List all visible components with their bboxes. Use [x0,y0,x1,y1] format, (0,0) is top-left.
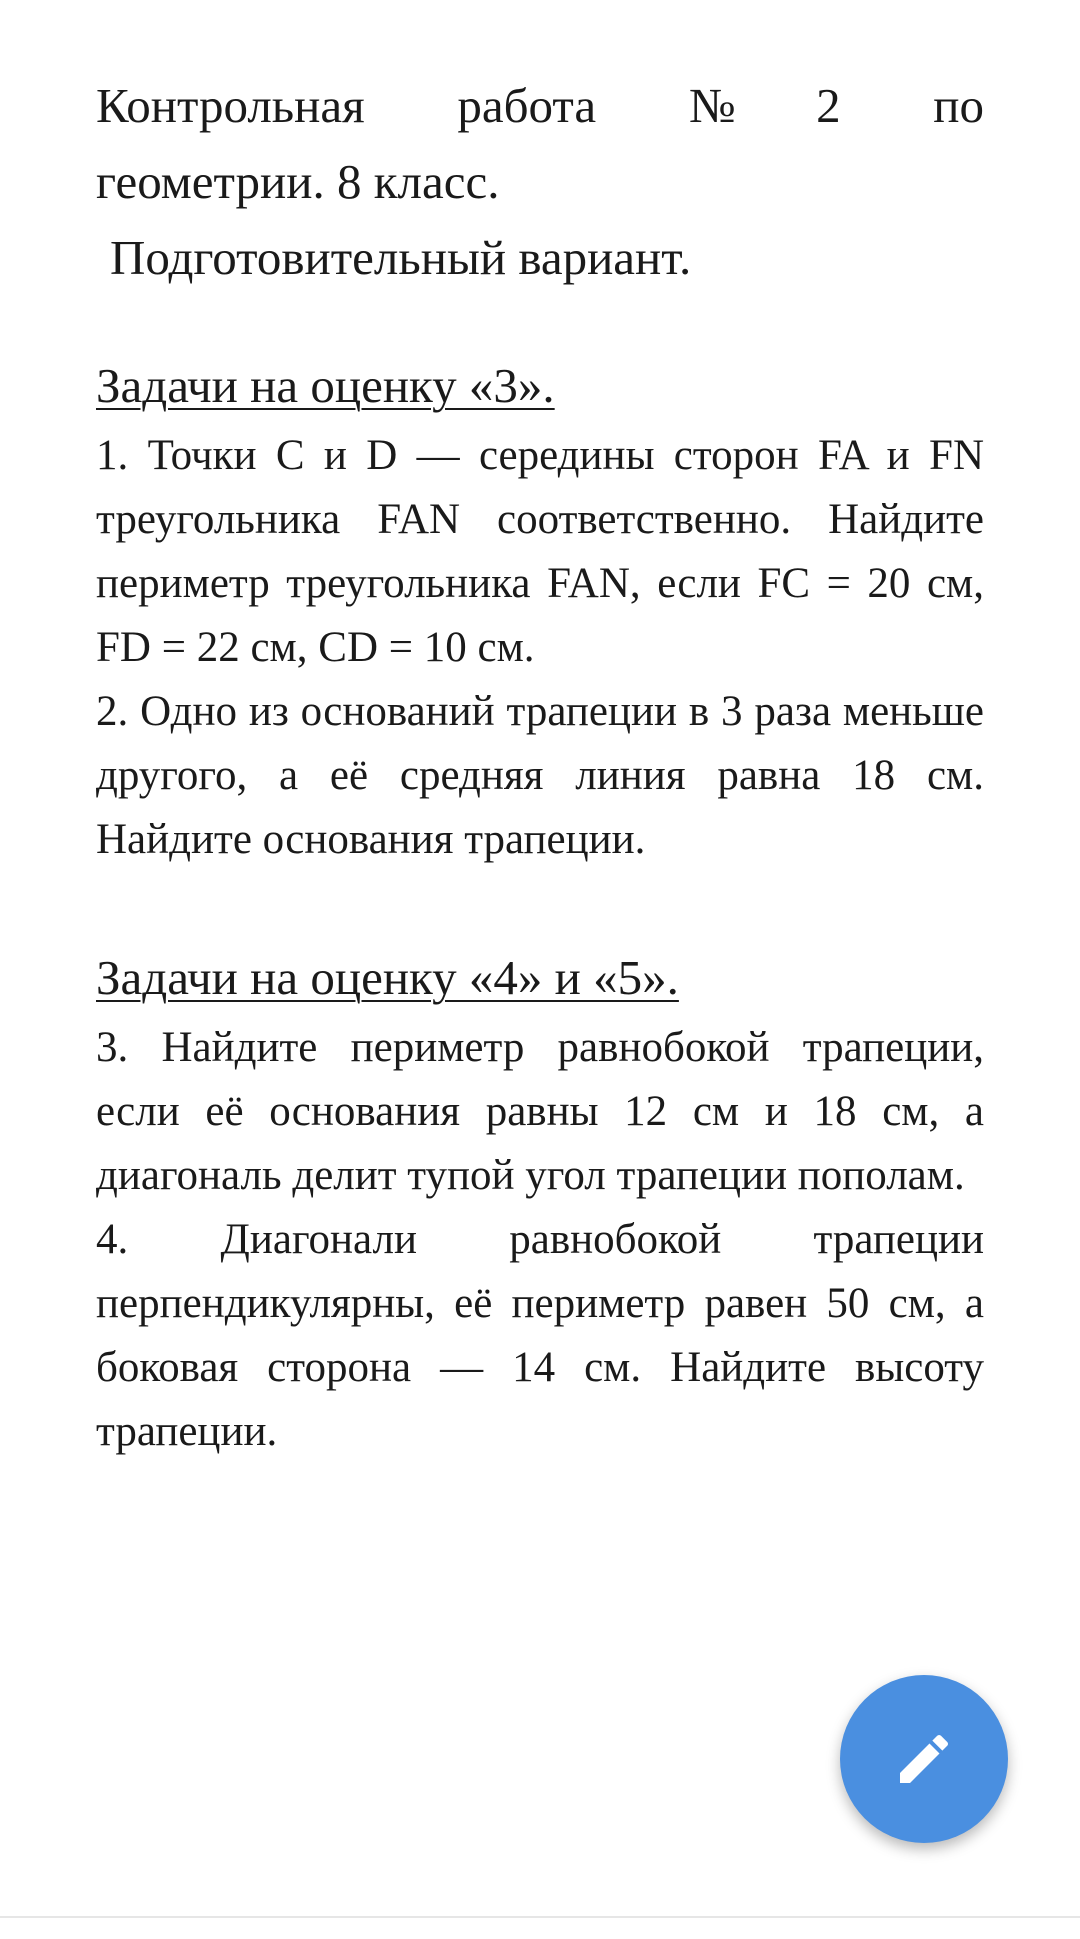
document-title [96,68,984,296]
title-line-2: геометрии. 8 класс. [96,154,500,209]
section-heading-grade-4-5: Задачи на оценку «4» и «5». [96,950,679,1005]
task-item: 3. Найдите периметр равнобокой трапеции, если её основания равны 12 см и 18 см, а диагональ делит тупой угол трапеции пополам. [96,1024,984,1199]
task-list-grade-4-5 [96,1016,984,1464]
task-item: 1. Точки C и D — середины сторон FA и FN треугольника FAN соответственно. Найдите периметр треугольника FAN, если FC = 20 см, FD = 22 см, CD = 10 см. [96,432,984,671]
title-line-1: Контрольная работа №2 по [96,78,984,133]
edit-pencil-icon [892,1727,956,1791]
bottom-divider [0,1916,1080,1918]
task-item: 4. Диагонали равнобокой трапеции перпендикулярны, её периметр равен 50 см, а боковая сторона — 14 см. Найдите высоту трапеции. [96,1216,984,1455]
document-content [96,68,984,1464]
section-heading-grade-3: Задачи на оценку «3». [96,358,555,413]
document-subtitle: Подготовительный вариант. [110,230,692,285]
task-list-grade-3 [96,424,984,872]
edit-button[interactable] [840,1675,1008,1843]
task-item: 2. Одно из оснований трапеции в 3 раза меньше другого, а её средняя линия равна 18 см. Найдите основания трапеции. [96,688,984,863]
